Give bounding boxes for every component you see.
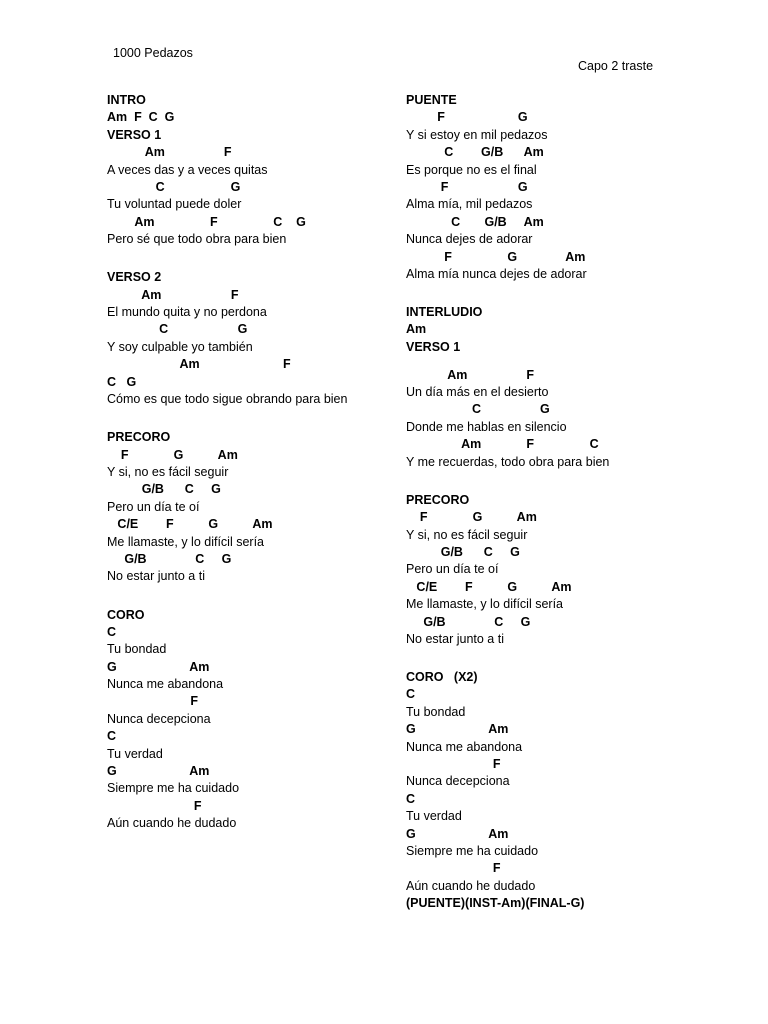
chord-line: C [406, 791, 416, 806]
lyric-line: Y si estoy en mil pedazos [406, 127, 548, 142]
lyric-line: Tu verdad [107, 746, 163, 761]
spacer [406, 481, 609, 491]
song-title: 1000 Pedazos [113, 46, 193, 60]
spacer [107, 249, 347, 259]
section-heading: (PUENTE)(INST-Am)(FINAL-G) [406, 896, 585, 911]
chord-line: G Am [107, 764, 210, 779]
spacer [107, 408, 347, 418]
chord-line: C [107, 624, 117, 639]
chord-line: G Am [406, 826, 509, 841]
chord-line: Am F C [406, 437, 599, 452]
spacer [107, 419, 347, 429]
chord-line: C G [406, 402, 550, 417]
chord-line: G Am [406, 722, 509, 737]
section-heading: PUENTE [406, 93, 457, 107]
lyric-line: Nunca decepciona [107, 711, 211, 726]
lyric-line: Tu voluntad puede doler [107, 197, 242, 212]
chord-line: C G [107, 322, 248, 337]
spacer [406, 294, 609, 304]
lyric-line: Tu bondad [406, 704, 466, 719]
lyric-line: Nunca decepciona [406, 774, 510, 789]
lyric-line: Pero un día te oí [406, 562, 499, 577]
section-heading: INTRO [107, 93, 146, 107]
chord-line: Am [406, 322, 427, 337]
right-column [406, 92, 609, 913]
lyric-line: Es porque no es el final [406, 162, 537, 177]
lyric-line: Nunca me abandona [107, 677, 224, 692]
spacer [107, 586, 347, 596]
chord-line: C G [107, 179, 241, 194]
section-heading: CORO [107, 607, 145, 622]
lyric-line: Siempre me ha cuidado [107, 781, 240, 796]
lyric-line: Me llamaste, y lo difícil sería [107, 534, 264, 549]
section-heading: VERSO 1 [107, 127, 162, 142]
section-heading: INTERLUDIO [406, 305, 483, 320]
chord-line: Am F C G [107, 214, 306, 229]
chord-line: C/E F G Am [107, 517, 273, 532]
chord-line: F G [406, 179, 528, 194]
chord-line: C/E F G Am [406, 579, 572, 594]
chord-line: C [406, 687, 416, 702]
lyric-line: Cómo es que todo sigue obrando para bien [107, 392, 348, 407]
chord-line: F G Am [406, 249, 586, 264]
spacer [406, 659, 609, 669]
lyric-line: No estar junto a ti [406, 631, 504, 646]
spacer [107, 259, 347, 269]
chord-line: C G/B Am [406, 145, 544, 160]
section-heading: VERSO 1 [406, 339, 461, 354]
chord-line: Am F [406, 367, 535, 382]
chord-line: F G Am [107, 447, 238, 462]
lyric-line: Tu bondad [107, 642, 167, 657]
chord-line: Am F C G [107, 110, 175, 125]
lyric-line: Nunca dejes de adorar [406, 232, 533, 247]
spacer [406, 648, 609, 658]
chord-line: C [107, 729, 117, 744]
spacer [406, 471, 609, 481]
chord-line: F [406, 757, 501, 772]
lyric-line: Alma mía, mil pedazos [406, 197, 533, 212]
capo-note: Capo 2 traste [578, 59, 654, 73]
lyric-line: Pero sé que todo obra para bien [107, 232, 287, 247]
lyric-line: Me llamaste, y lo difícil sería [406, 597, 563, 612]
lyric-line: Donde me hablas en silencio [406, 419, 567, 434]
section-heading: PRECORO [107, 430, 171, 445]
lyric-line: Y soy culpable yo también [107, 339, 253, 354]
chord-line: F [107, 694, 198, 709]
lyric-line: Y me recuerdas, todo obra para bien [406, 454, 610, 469]
lyric-line: Aún cuando he dudado [107, 816, 237, 831]
chord-line: C G [107, 374, 137, 389]
chord-line: G Am [107, 659, 210, 674]
left-column [107, 92, 347, 833]
lyric-line: Tu verdad [406, 809, 462, 824]
lyric-line: Siempre me ha cuidado [406, 843, 539, 858]
chord-line: Am F [107, 357, 291, 372]
lyric-line: Alma mía nunca dejes de adorar [406, 266, 587, 281]
chord-line: G/B C G [406, 614, 531, 629]
lyric-line: A veces das y a veces quitas [107, 162, 268, 177]
chord-line: G/B C G [107, 551, 232, 566]
lyric-line: Pero un día te oí [107, 499, 200, 514]
chord-line: G/B C G [406, 544, 520, 559]
chord-line: F G Am [406, 510, 537, 525]
lyric-line: Un día más en el desierto [406, 385, 549, 400]
chord-line: C G/B Am [406, 214, 544, 229]
lyric-line: No estar junto a ti [107, 569, 205, 584]
lyric-line: El mundo quita y no perdona [107, 305, 267, 320]
spacer [406, 283, 609, 293]
section-heading: VERSO 2 [107, 270, 162, 285]
chord-line: Am F [107, 145, 232, 160]
section-heading: PRECORO [406, 492, 470, 507]
chord-line: F [107, 798, 202, 813]
lyric-line: Y si, no es fácil seguir [406, 527, 528, 542]
chord-line: F G [406, 110, 528, 125]
section-heading: CORO (X2) [406, 670, 478, 685]
spacer [406, 356, 609, 366]
chord-line: F [406, 861, 501, 876]
lyric-line: Y si, no es fácil seguir [107, 464, 229, 479]
chord-line: G/B C G [107, 482, 221, 497]
lyric-line: Aún cuando he dudado [406, 878, 536, 893]
lyric-line: Nunca me abandona [406, 739, 523, 754]
chord-line: Am F [107, 287, 239, 302]
spacer [107, 596, 347, 606]
